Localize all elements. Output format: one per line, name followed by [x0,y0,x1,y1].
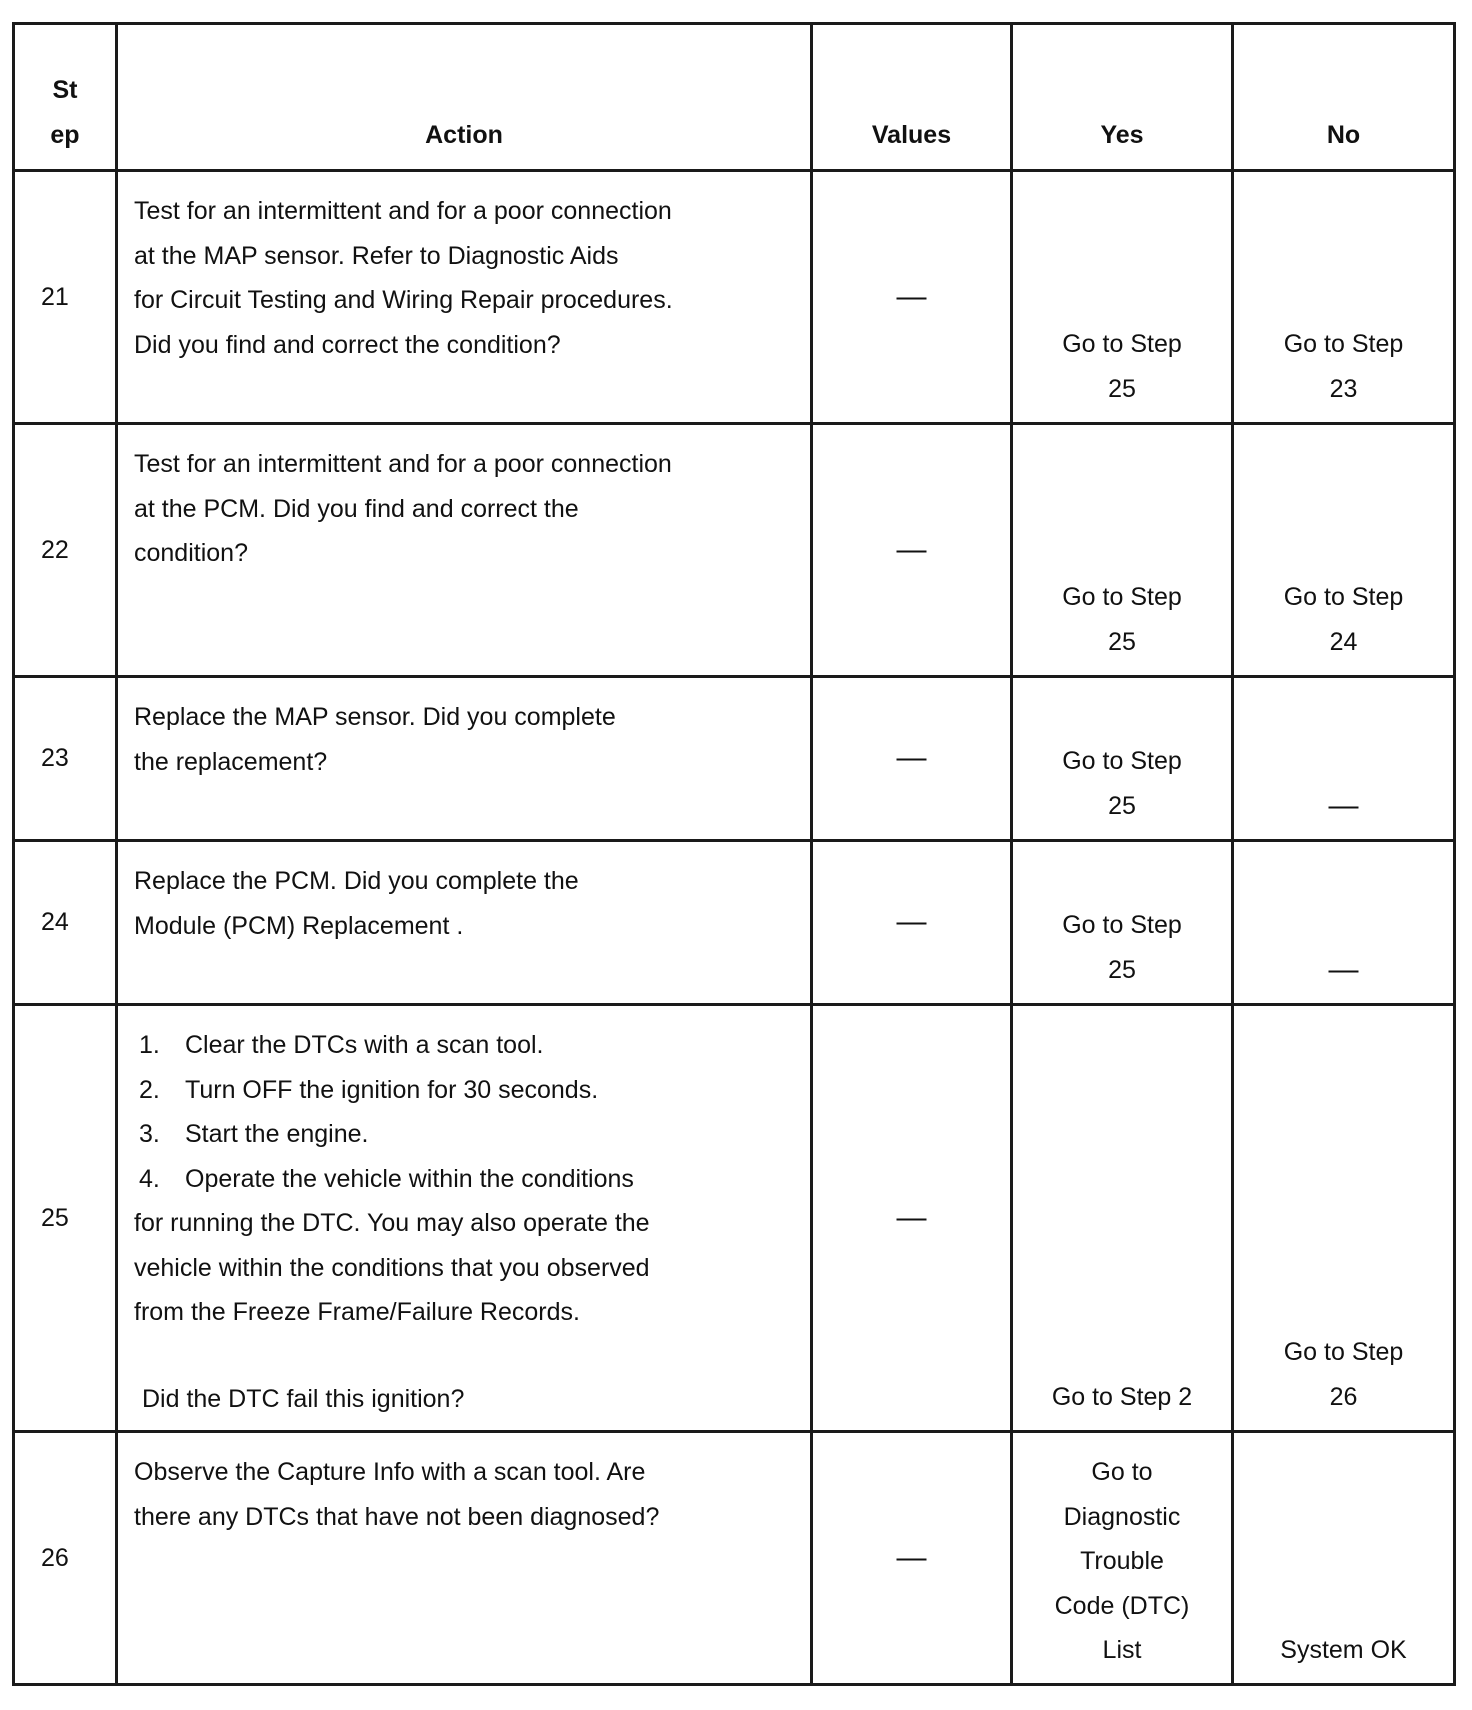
header-values: Values [812,24,1012,171]
header-row [14,24,1455,171]
yes-cell: Go to Step 2 [1012,1005,1233,1432]
action-text: Replace the PCM. Did you complete the Module (PCM) Replacement . [117,841,812,1005]
step-number: 24 [14,841,117,1005]
no-cell: — [1233,677,1455,841]
values-cell: — [812,1432,1012,1685]
header-yes: Yes [1012,24,1233,171]
no-cell: — [1233,841,1455,1005]
action-text: 1. Clear the DTCs with a scan tool. 2. Turn OFF the ignition for 30 seconds. 3. Start the engine. 4. Operate the vehicle within the conditions for running the DTC. You may also operate the vehicle within the conditions that you observed from the Freeze Frame/Failure Records. Did the DTC fail this ignition? [117,1005,812,1432]
table-row [14,841,1455,1005]
yes-cell: Go to Step 25 [1012,171,1233,424]
header-action: Action [117,24,812,171]
values-cell: — [812,677,1012,841]
step-number: 23 [14,677,117,841]
values-cell: — [812,424,1012,677]
table-row [14,171,1455,424]
table-row [14,424,1455,677]
header-no: No [1233,24,1455,171]
action-text: Test for an intermittent and for a poor connection at the MAP sensor. Refer to Diagnostic Aids for Circuit Testing and Wiring Repair procedures. Did you find and correct the condition? [117,171,812,424]
values-cell: — [812,841,1012,1005]
action-text: Observe the Capture Info with a scan tool. Are there any DTCs that have not been diagnosed? [117,1432,812,1685]
table-row [14,1005,1455,1432]
values-cell: — [812,1005,1012,1432]
list-item: 4. Operate the vehicle within the conditions [139,1164,634,1193]
step-number: 22 [14,424,117,677]
yes-cell: Go to Step 25 [1012,677,1233,841]
no-cell: System OK [1233,1432,1455,1685]
step-number: 25 [14,1005,117,1432]
no-cell: Go to Step 23 [1233,171,1455,424]
action-text: Replace the MAP sensor. Did you complete the replacement? [117,677,812,841]
values-cell: — [812,171,1012,424]
yes-cell: Go to Step 25 [1012,841,1233,1005]
step-number: 26 [14,1432,117,1685]
list-item: 1. Clear the DTCs with a scan tool. [139,1031,544,1059]
list-item: 3. Start the engine. [139,1120,369,1148]
yes-cell: Go to Diagnostic Trouble Code (DTC) List [1012,1432,1233,1685]
no-cell: Go to Step 24 [1233,424,1455,677]
diagnostic-table [12,22,1456,1686]
step-number: 21 [14,171,117,424]
no-cell: Go to Step 26 [1233,1005,1455,1432]
yes-cell: Go to Step 25 [1012,424,1233,677]
table-row [14,677,1455,841]
list-item: 2. Turn OFF the ignition for 30 seconds. [139,1075,599,1104]
header-step: St ep [14,24,117,171]
table-row [14,1432,1455,1685]
action-text: Test for an intermittent and for a poor connection at the PCM. Did you find and correct the condition? [117,424,812,677]
question-text: Did the DTC fail this ignition? [142,1384,465,1413]
